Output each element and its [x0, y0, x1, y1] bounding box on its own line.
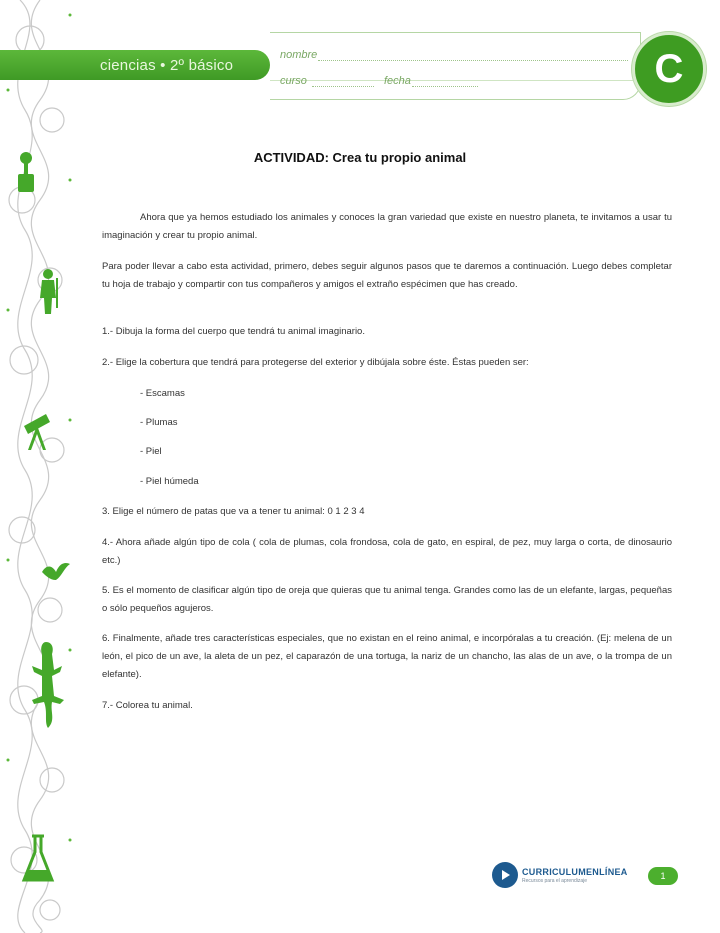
bird-icon — [42, 560, 70, 582]
step-6: 6. Finalmente, añade tres características especiales, que no existan en el reino animal, e incorpóralas a tu creación. (Ej: melena de un león, el pico de un ave, la aleta de un pez, el caparazón de una tortuga, la nariz de un chancho, las alas de un ave, o la trompa de un elefante). — [102, 633, 672, 680]
logo-title: CURRICULUMENLÍNEA — [522, 866, 628, 877]
covering-feathers: - Plumas — [140, 417, 178, 428]
covering-moist-skin: - Piel húmeda — [140, 476, 199, 487]
lizard-icon — [30, 640, 66, 730]
step-4: 4.- Ahora añade algún tipo de cola ( cola de plumas, cola frondosa, cola de gato, en espiral, de pez, muy larga o corta, de dinosaurio etc.) — [102, 537, 672, 566]
curriculum-logo — [492, 862, 628, 888]
step-3: 3. Elige el número de patas que va a tener tu animal: 0 1 2 3 4 — [102, 506, 365, 517]
student-info-box — [270, 32, 641, 100]
header-divider — [270, 80, 635, 81]
decorative-border — [0, 0, 80, 933]
name-field[interactable] — [318, 60, 628, 61]
flask-icon — [20, 832, 56, 888]
date-field[interactable] — [412, 86, 478, 87]
covering-scales: - Escamas — [140, 388, 185, 399]
telescope-icon — [22, 410, 52, 452]
page-number: 1 — [648, 867, 678, 885]
play-icon — [492, 862, 518, 888]
step-7: 7.- Colorea tu animal. — [102, 700, 193, 711]
subject-label: ciencias • 2º básico — [100, 57, 234, 74]
intro-paragraph: Ahora que ya hemos estudiado los animales y conoces la gran variedad que existe en nuestro planeta, te invitamos a usar tu imaginación y crear tu propio animal. — [102, 212, 672, 241]
date-label: fecha — [384, 75, 411, 87]
course-field[interactable] — [312, 86, 374, 87]
name-label: nombre — [280, 49, 318, 61]
instructions-paragraph: Para poder llevar a cabo esta actividad, primero, debes seguir algunos pasos que te daremos a continuación. Luego debes completar tu hoja de trabajo y compartir con tus compañeros y amigos el extraño espécimen que has creado. — [102, 261, 672, 290]
step-1: 1.- Dibuja la forma del cuerpo que tendrá tu animal imaginario. — [102, 326, 365, 337]
step-5: 5. Es el momento de clasificar algún tipo de oreja que quieras que tu animal tenga. Grandes como las de un elefante, largas, pequeñas o sólo pequeños agujeros. — [102, 585, 672, 614]
logo-subtitle: Recursos para el aprendizaje — [522, 877, 588, 884]
activity-title: ACTIVIDAD: Crea tu propio animal — [253, 150, 467, 165]
step-2: 2.- Elige la cobertura que tendrá para protegerse del exterior y dibújala sobre éste. Éstas pueden ser: — [102, 357, 529, 368]
covering-fur: - Piel — [140, 446, 162, 457]
scientist-icon — [36, 268, 62, 316]
course-label: curso — [280, 75, 307, 87]
subject-badge: C — [632, 32, 706, 106]
